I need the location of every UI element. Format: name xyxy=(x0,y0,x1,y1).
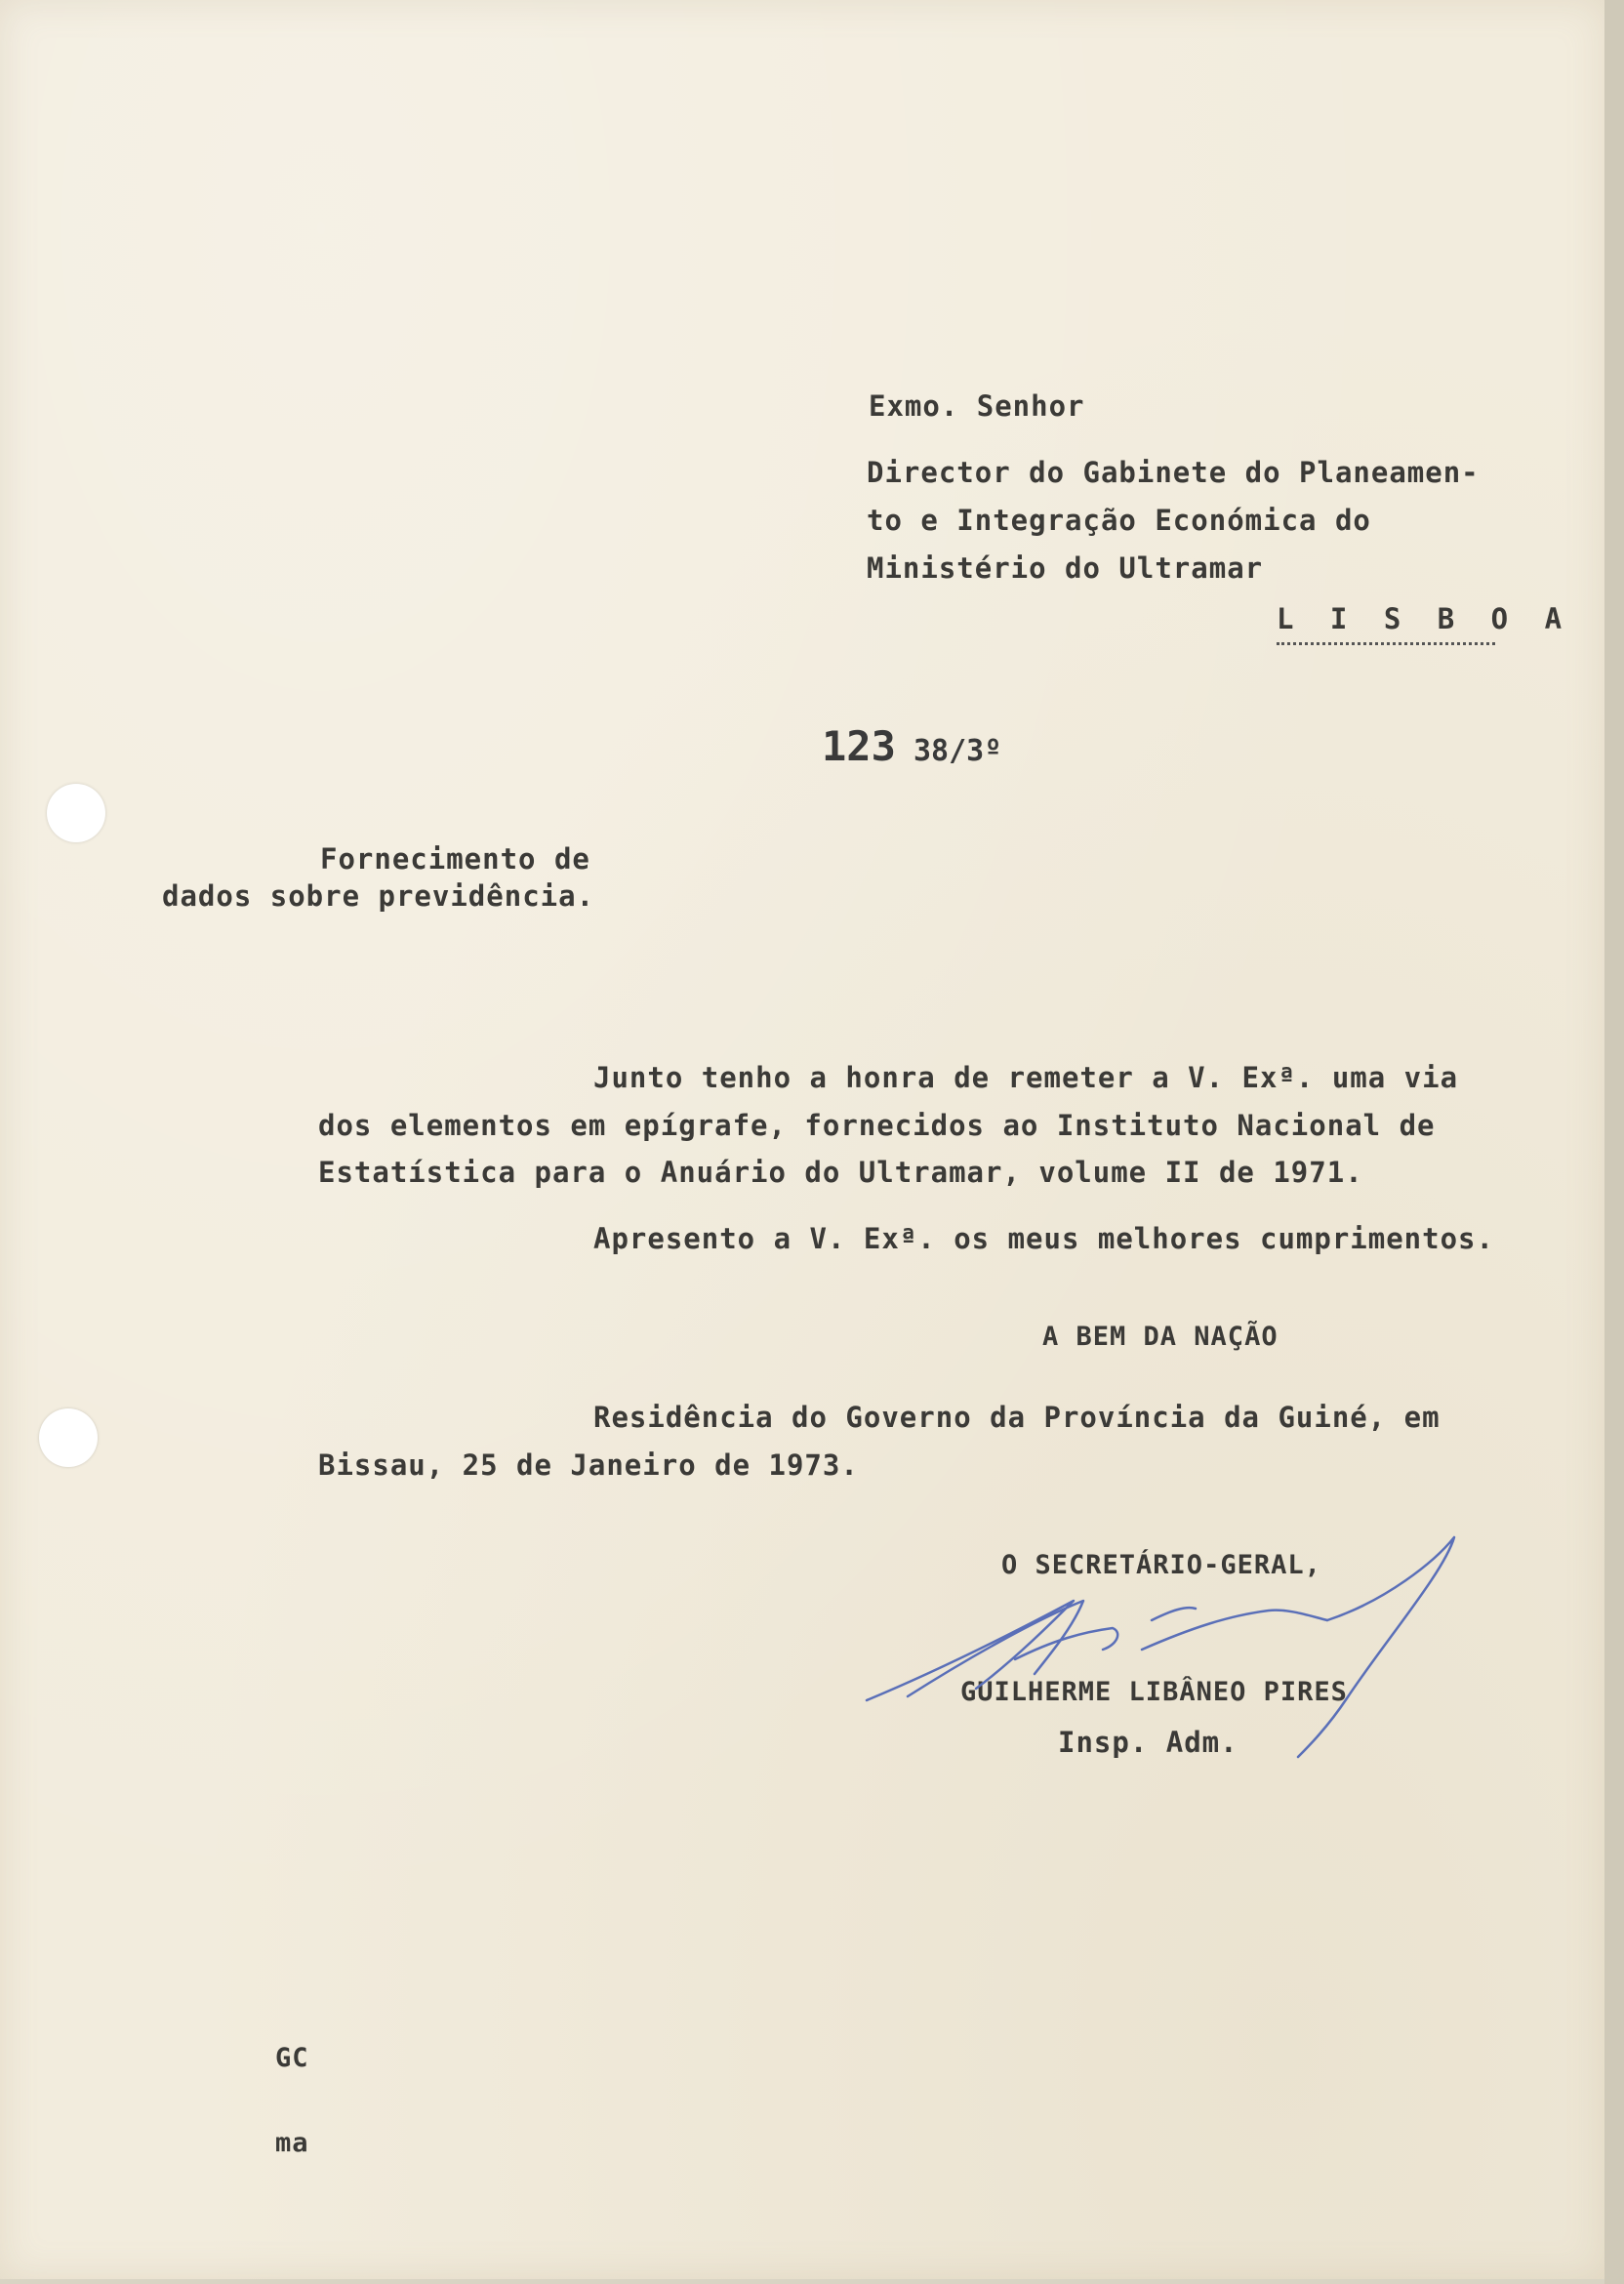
body-paragraph-1-line-3: Estatística para o Anuário do Ultramar, volume II de 1971. xyxy=(318,1156,1363,1189)
subject-line-2: dados sobre previdência. xyxy=(162,879,595,913)
signatory-role: Insp. Adm. xyxy=(1058,1726,1238,1759)
addressee-city: L I S B O A xyxy=(1277,602,1572,635)
reference-number: 123 xyxy=(822,722,896,770)
initials-line-1: GC xyxy=(275,2043,309,2073)
reference-suffix: 38/3º xyxy=(914,734,1002,768)
addressee-line-1: Director do Gabinete do Planeamen- xyxy=(867,456,1480,489)
closing-motto: A BEM DA NAÇÃO xyxy=(1042,1322,1279,1352)
addressee-line-3: Ministério do Ultramar xyxy=(867,551,1264,585)
place-date-line-1: Residência do Governo da Província da Guiné, em xyxy=(593,1401,1441,1434)
signature-title: O SECRETÁRIO-GERAL, xyxy=(1001,1550,1321,1580)
subject-line-1: Fornecimento de xyxy=(320,842,590,876)
punch-hole-top xyxy=(47,784,105,842)
punch-hole-bottom xyxy=(39,1408,98,1467)
city-underline xyxy=(1277,642,1495,645)
initials-line-2: ma xyxy=(275,2128,309,2158)
page-edge xyxy=(1604,0,1624,2284)
body-paragraph-2: Apresento a V. Exª. os meus melhores cumprimentos. xyxy=(593,1222,1494,1255)
body-paragraph-1-line-2: dos elementos em epígrafe, fornecidos ao Instituto Nacional de xyxy=(318,1109,1436,1142)
place-date-line-2: Bissau, 25 de Janeiro de 1973. xyxy=(318,1448,859,1482)
body-paragraph-1-line-1: Junto tenho a honra de remeter a V. Exª. uma via xyxy=(593,1061,1459,1094)
signatory-name: GUILHERME LIBÂNEO PIRES xyxy=(960,1677,1348,1707)
addressee-line-2: to e Integração Económica do xyxy=(867,504,1371,537)
addressee-salutation: Exmo. Senhor xyxy=(869,389,1085,423)
